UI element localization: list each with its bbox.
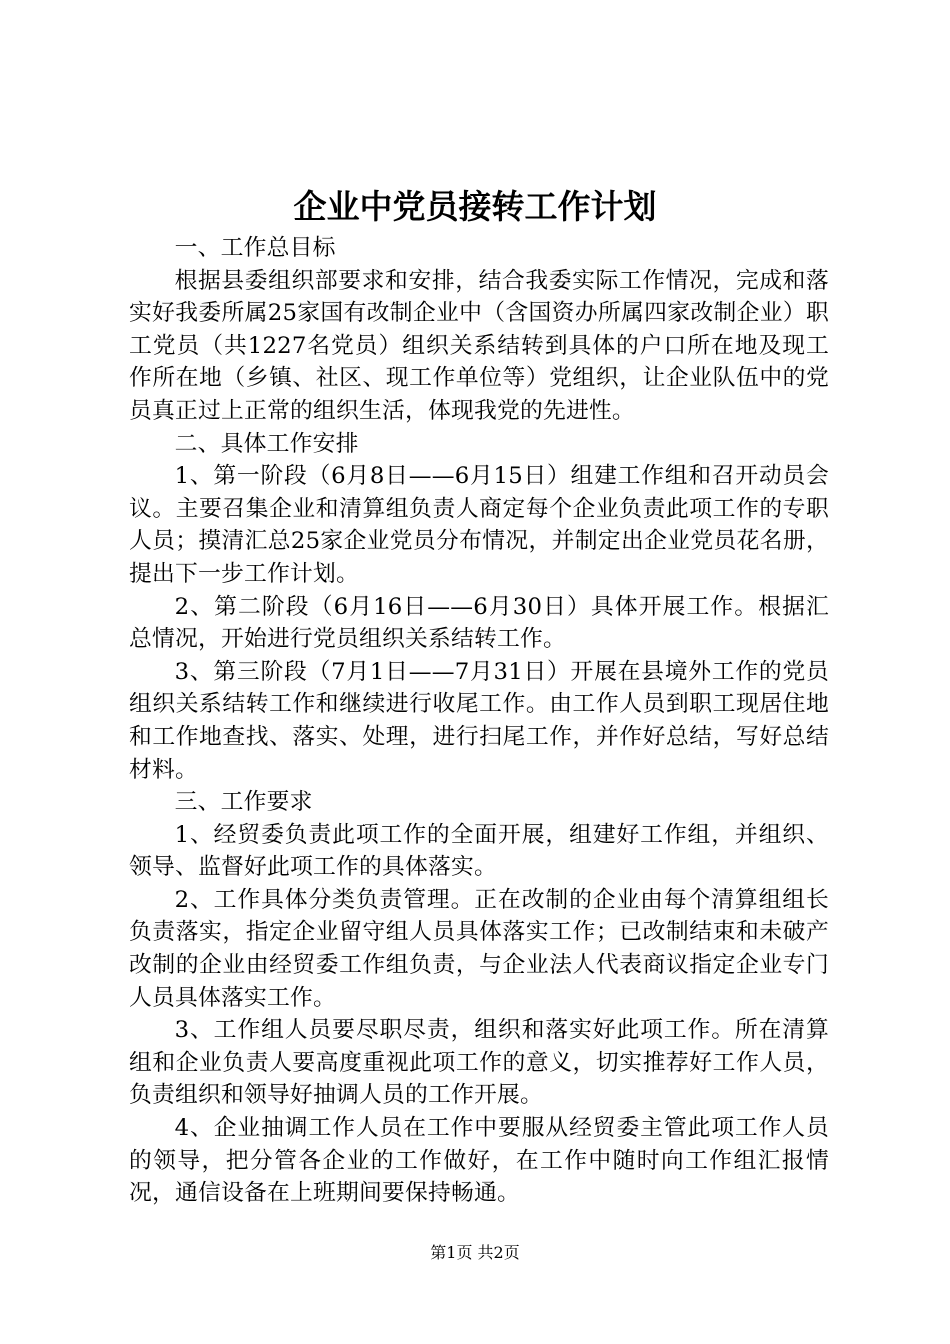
section-heading-requirements: 三、工作要求 [174,789,313,816]
paragraph-requirement-four: 4、企业抽调工作人员在工作中要服从经贸委主管此项工作人员的领导，把分管各企业的工作做好，在工作中随时向工作组汇报情况，通信设备在上班期间要保持畅通。 [129,1115,829,1207]
paragraph-requirement-two: 2、工作具体分类负责管理。正在改制的企业由每个清算组组长负责落实，指定企业留守组人员具体落实工作；已改制结束和未破产改制的企业由经贸委工作组负责，与企业法人代表商议指定企业专门人员具体落实工作。 [129,886,829,1011]
document-title: 企业中党员接转工作计划 [293,187,657,226]
paragraph-requirement-three: 3、工作组人员要尽职尽责，组织和落实好此项工作。所在清算组和企业负责人要高度重视此项工作的意义，切实推荐好工作人员，负责组织和领导好抽调人员的工作开展。 [129,1017,829,1109]
paragraph-phase-one: 1、第一阶段（6月8日——6月15日）组建工作组和召开动员会议。主要召集企业和清算组负责人商定每个企业负责此项工作的专职人员；摸清汇总25家企业党员分布情况，并制定出企业党员花名册，提出下一步工作计划。 [129,463,829,587]
section-heading-goal: 一、工作总目标 [174,235,336,261]
section-heading-arrangement: 二、具体工作安排 [174,430,359,457]
paragraph-goal-text: 根据县委组织部要求和安排，结合我委实际工作情况，完成和落实好我委所属25家国有改制企业中（含国资办所属四家改制企业）职工党员（共1227名党员）组织关系结转到具体的户口所在地及现工作所在地（乡镇、社区、现工作单位等）党组织，让企业队伍中的党员真正过上正常的组织生活，体现我党的先进性。 [129,267,829,424]
paragraph-requirement-one: 1、经贸委负责此项工作的全面开展，组建好工作组，并组织、领导、监督好此项工作的具体落实。 [129,821,829,881]
paragraph-phase-two: 2、第二阶段（6月16日——6月30日）具体开展工作。根据汇总情况，开始进行党员组织关系结转工作。 [129,593,829,653]
document-body [129,232,829,1210]
page-number-footer: 第1页 共2页 [430,1243,520,1262]
paragraph-phase-three: 3、第三阶段（7月1日——7月31日）开展在县境外工作的党员组织关系结转工作和继续进行收尾工作。由工作人员到职工现居住地和工作地查找、落实、处理，进行扫尾工作，并作好总结，写好总结材料。 [129,658,829,783]
